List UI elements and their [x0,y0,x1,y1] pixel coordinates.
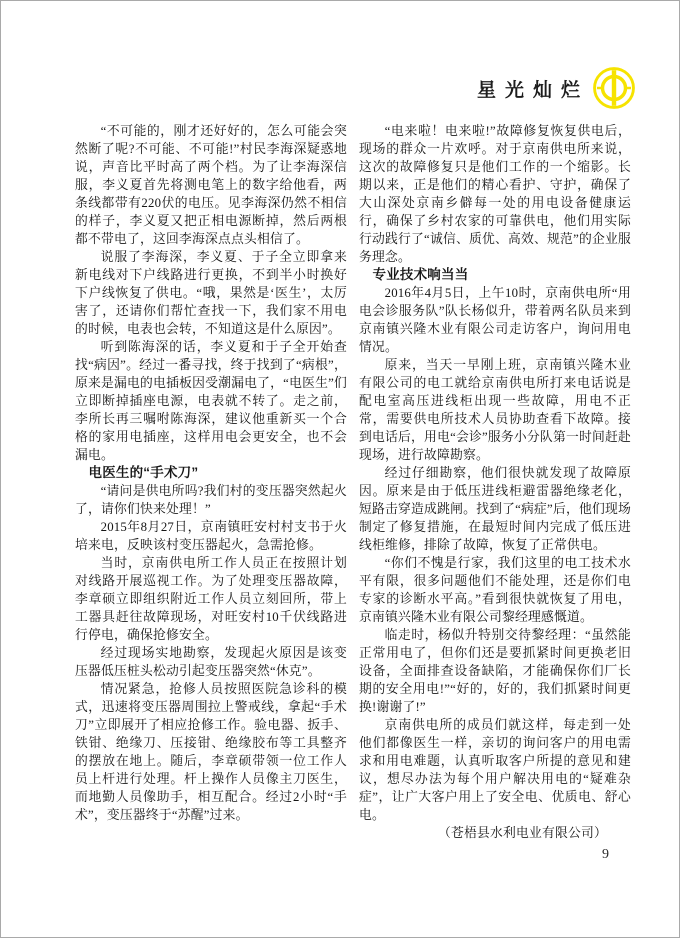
trade-union-emblem-icon [591,65,637,111]
page-header [477,65,637,111]
article-paragraph: “电来啦！电来啦!”故障修复恢复供电后，现场的群众一片欢呼。对于京南供电所来说，这次的故障修复只是他们工作的一个缩影。长期以来，正是他们的精心看护、守护，确保了大山深处京南乡僻每一处的用电设备健康运行，确保了乡村农家的可靠供电，他们用实际行动践行了“诚信、质优、高效、规范”的企业服务理念。 [359,124,631,264]
article-paragraph: 经过现场实地勘察，发现起火原因是该变压器低压桩头松动引起变压器突然“休克”。 [75,646,347,678]
article-paragraph: 当时，京南供电所工作人员正在按照计划对线路开展巡视工作。为了处理变压器故障，李章硕立即组织附近工作人员立刻回所，带上工器具赶往故障现场，对旺安村10千伏线路进行停电，确保抢修安全。 [75,556,347,642]
article-paragraph: 说服了李海深，李义夏、于子全立即拿来新电线对下户线路进行更换，不到半小时换好下户线恢复了供电。“哦，果然是‘医生’，太厉害了，还请你们帮忙查找一下，我们家不用电的时候，电表也会转，不知道这是什么原因”。 [75,250,347,336]
article-column-left [75,122,347,824]
article-paragraph: “不可能的，刚才还好好的，怎么可能会突然断了呢?不可能、不可能!”村民李海深疑惑地说，声音比平时高了两个档。为了让李海深信服，李义夏首先将测电笔上的数字给他看，两条线都带有220伏的电压。见李海深仍然不相信的样子，李义夏又把正相电源断掉，然后两根都不带电了，这回李海深点点头相信了。 [75,124,347,246]
article-paragraph: “请问是供电所吗?我们村的变压器突然起火了，请你们快来处理！” [75,484,347,516]
article-column-right [359,122,631,842]
section-heading: 电医生的“手术刀” [88,465,199,480]
article-paragraph: 听到陈海深的话，李义夏和于子全开始查找“病因”。经过一番寻找，终于找到了“病根”，原来是漏电的电插板因受潮漏电了，“电医生”们立即断掉插座电源，电表就不转了。走之前，李所长再三嘱咐陈海深，建议他重新买一个合格的家用电插座，这样用电会更安全，也不会漏电。 [75,340,347,462]
page-number: 9 [602,847,609,862]
article-paragraph: 2015年8月27日，京南镇旺安村村支书于火培来电，反映该村变压器起火，急需抢修。 [75,520,347,552]
article-paragraph: 原来，当天一早刚上班，京南镇兴隆木业有限公司的电工就给京南供电所打来电话说是配电室高压进线柜出现一些故障，用电不正常，需要供电所技术人员协助查看下故障。接到电话后，用电“会诊”服务小分队第一时间赶赴现场，进行故障勘察。 [359,358,631,462]
article-paragraph: 经过仔细勘察，他们很快就发现了故障原因。原来是由于低压进线柜避雷器绝缘老化，短路击穿造成跳闸。找到了“病症”后，他们现场制定了修复措施，在最短时间内完成了低压进线柜维修，排除了故障，恢复了正常供电。 [359,466,631,552]
section-heading: 专业技术响当当 [372,267,469,282]
article-paragraph: 2016年4月5日，上午10时，京南供电所“用电会诊服务队”队长杨似升，带着两名队员来到京南镇兴隆木业有限公司走访客户，询问用电情况。 [359,286,631,354]
attribution-line: （苍梧县水利电业有限公司） [438,826,607,840]
article-paragraph: “你们不愧是行家，我们这里的电工技术水平有限，很多问题他们不能处理，还是你们电专家的诊断水平高。”看到很快就恢复了用电，京南镇兴隆木业有限公司黎经理感慨道。 [359,556,631,624]
article-paragraph: 临走时，杨似升特别交待黎经理：“虽然能正常用电了，但你们还是要抓紧时间更换老旧设备，全面排查设备缺陷，才能确保你们厂长期的安全用电!”“好的，好的，我们抓紧时间更换!谢谢了!” [359,628,631,714]
article-paragraph: 情况紧急，抢修人员按照医院急诊科的模式，迅速将变压器周围拉上警戒线，拿起“手术刀”立即展开了相应抢修工作。验电器、扳手、铁钳、绝缘刀、压接钳、绝缘胶布等工具整齐的摆放在地上。随后，李章硕带领一位工作人员上杆进行处理。杆上操作人员像主刀医生，而地勤人员像助手，相互配合。经过2小时“手术”，变压器终于“苏醒”过来。 [75,682,347,822]
journal-title: 星光灿烂 [476,79,589,101]
article-paragraph: 京南供电所的成员们就这样，每走到一处他们都像医生一样，亲切的询问客户的用电需求和用电难题，认真听取客户所提的意见和建议，想尽办法为每个用户解决用电的“疑难杂症”，让广大客户用上了安全电、优质电、舒心电。 [359,718,631,822]
